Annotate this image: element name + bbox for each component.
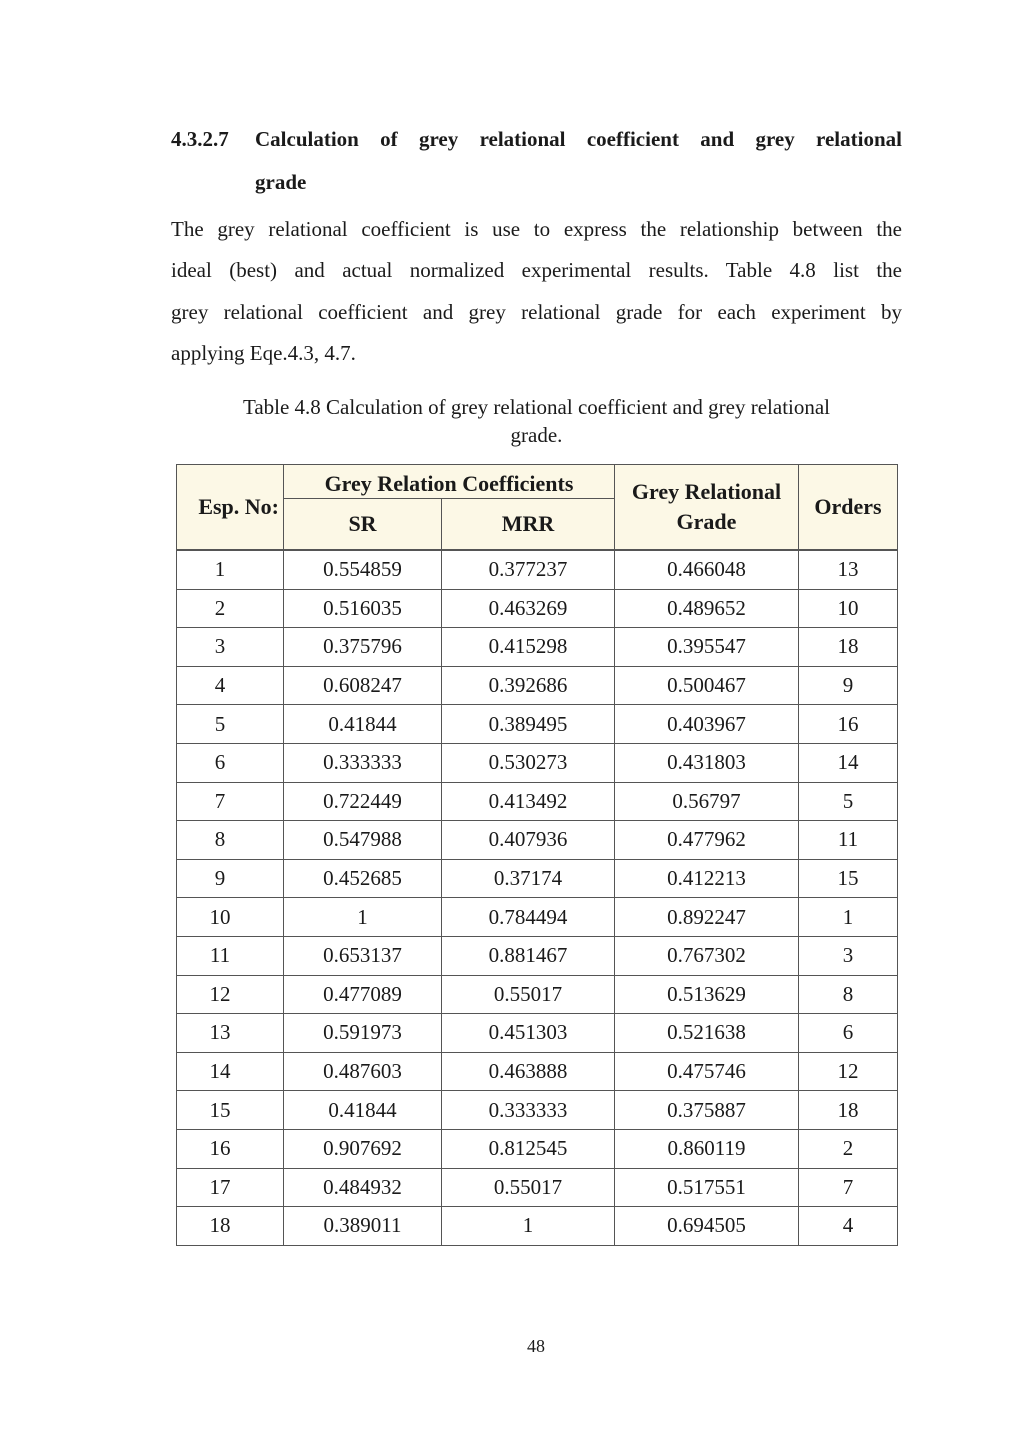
- cell-order: 3: [799, 936, 898, 975]
- cell-sr: 0.653137: [284, 936, 442, 975]
- cell-sr: 0.333333: [284, 743, 442, 782]
- cell-esp-no: 5: [177, 705, 284, 744]
- cell-sr: 0.389011: [284, 1207, 442, 1246]
- header-grey-relational-grade: [615, 465, 799, 551]
- cell-order: 10: [799, 589, 898, 628]
- table-caption-line1: Table 4.8 Calculation of grey relational coefficient and grey relational: [242, 395, 831, 419]
- cell-esp-no: 3: [177, 628, 284, 667]
- cell-grade: 0.513629: [615, 975, 799, 1014]
- cell-grade: 0.412213: [615, 859, 799, 898]
- cell-mrr: 0.530273: [442, 743, 615, 782]
- grey-relational-table: [176, 464, 898, 1246]
- cell-mrr: 0.784494: [442, 898, 615, 937]
- cell-sr: 0.547988: [284, 821, 442, 860]
- cell-esp-no: 1: [177, 550, 284, 589]
- cell-esp-no: 8: [177, 821, 284, 860]
- header-sr: SR: [284, 499, 442, 551]
- header-grey-relation-coefficients: Grey Relation Coefficients: [284, 465, 615, 499]
- cell-mrr: 0.392686: [442, 666, 615, 705]
- header-mrr: MRR: [442, 499, 615, 551]
- cell-grade: 0.892247: [615, 898, 799, 937]
- cell-sr: 0.41844: [284, 1091, 442, 1130]
- cell-esp-no: 16: [177, 1129, 284, 1168]
- cell-sr: 0.608247: [284, 666, 442, 705]
- cell-mrr: 0.333333: [442, 1091, 615, 1130]
- cell-sr: 0.487603: [284, 1052, 442, 1091]
- cell-order: 11: [799, 821, 898, 860]
- table-row: [177, 782, 898, 821]
- table-row: [177, 743, 898, 782]
- cell-esp-no: 12: [177, 975, 284, 1014]
- cell-sr: 0.591973: [284, 1014, 442, 1053]
- cell-sr: 0.722449: [284, 782, 442, 821]
- cell-grade: 0.477962: [615, 821, 799, 860]
- cell-esp-no: 13: [177, 1014, 284, 1053]
- header-esp-no: Esp. No:: [177, 465, 284, 551]
- table-caption-line2: grade.: [510, 423, 563, 447]
- page-number: 48: [527, 1336, 545, 1356]
- cell-order: 6: [799, 1014, 898, 1053]
- table-row: [177, 898, 898, 937]
- paragraph-line: grey relational coefficient and grey relational grade for each experiment by: [171, 299, 902, 324]
- cell-grade: 0.56797: [615, 782, 799, 821]
- cell-order: 15: [799, 859, 898, 898]
- table-row: [177, 821, 898, 860]
- table-row: [177, 550, 898, 589]
- cell-mrr: 0.881467: [442, 936, 615, 975]
- cell-grade: 0.500467: [615, 666, 799, 705]
- cell-sr: 0.452685: [284, 859, 442, 898]
- cell-esp-no: 11: [177, 936, 284, 975]
- cell-mrr: 0.812545: [442, 1129, 615, 1168]
- cell-grade: 0.403967: [615, 705, 799, 744]
- cell-order: 4: [799, 1207, 898, 1246]
- cell-mrr: 0.463888: [442, 1052, 615, 1091]
- table-row: [177, 589, 898, 628]
- cell-order: 9: [799, 666, 898, 705]
- cell-sr: 0.516035: [284, 589, 442, 628]
- cell-order: 1: [799, 898, 898, 937]
- cell-order: 12: [799, 1052, 898, 1091]
- cell-order: 18: [799, 628, 898, 667]
- cell-sr: 0.41844: [284, 705, 442, 744]
- cell-order: 18: [799, 1091, 898, 1130]
- cell-mrr: 0.407936: [442, 821, 615, 860]
- cell-esp-no: 17: [177, 1168, 284, 1207]
- cell-grade: 0.517551: [615, 1168, 799, 1207]
- cell-grade: 0.489652: [615, 589, 799, 628]
- table-row: [177, 705, 898, 744]
- table-row: [177, 1091, 898, 1130]
- table-row: [177, 936, 898, 975]
- cell-grade: 0.521638: [615, 1014, 799, 1053]
- table-row: [177, 1207, 898, 1246]
- cell-mrr: 1: [442, 1207, 615, 1246]
- cell-mrr: 0.55017: [442, 975, 615, 1014]
- cell-grade: 0.431803: [615, 743, 799, 782]
- section-title-line2: grade: [255, 170, 307, 194]
- cell-esp-no: 10: [177, 898, 284, 937]
- table-row: [177, 666, 898, 705]
- cell-grade: 0.375887: [615, 1091, 799, 1130]
- cell-mrr: 0.389495: [442, 705, 615, 744]
- cell-sr: 0.375796: [284, 628, 442, 667]
- section-heading: [171, 118, 902, 204]
- body-paragraph: [171, 209, 902, 374]
- cell-grade: 0.395547: [615, 628, 799, 667]
- cell-mrr: 0.377237: [442, 550, 615, 589]
- header-grade-line1: Grey Relational: [631, 479, 782, 504]
- header-orders: Orders: [799, 465, 898, 551]
- cell-esp-no: 14: [177, 1052, 284, 1091]
- table-row: [177, 859, 898, 898]
- cell-order: 8: [799, 975, 898, 1014]
- table-row: [177, 1014, 898, 1053]
- cell-order: 14: [799, 743, 898, 782]
- cell-order: 7: [799, 1168, 898, 1207]
- table-caption: [171, 393, 902, 449]
- cell-sr: 0.484932: [284, 1168, 442, 1207]
- cell-grade: 0.694505: [615, 1207, 799, 1246]
- cell-mrr: 0.55017: [442, 1168, 615, 1207]
- cell-esp-no: 15: [177, 1091, 284, 1130]
- cell-esp-no: 4: [177, 666, 284, 705]
- cell-grade: 0.767302: [615, 936, 799, 975]
- cell-order: 16: [799, 705, 898, 744]
- cell-order: 13: [799, 550, 898, 589]
- cell-mrr: 0.451303: [442, 1014, 615, 1053]
- cell-esp-no: 7: [177, 782, 284, 821]
- paragraph-line: applying Eqe.4.3, 4.7.: [171, 340, 356, 365]
- section-title-line1: Calculation of grey relational coefficient and grey relational: [255, 127, 902, 151]
- table-row: [177, 1129, 898, 1168]
- cell-mrr: 0.37174: [442, 859, 615, 898]
- cell-esp-no: 18: [177, 1207, 284, 1246]
- table-row: [177, 1168, 898, 1207]
- cell-mrr: 0.463269: [442, 589, 615, 628]
- header-grade-line2: Grade: [676, 509, 737, 534]
- cell-sr: 1: [284, 898, 442, 937]
- section-number: 4.3.2.7: [171, 127, 229, 151]
- cell-grade: 0.475746: [615, 1052, 799, 1091]
- table-row: [177, 628, 898, 667]
- cell-grade: 0.466048: [615, 550, 799, 589]
- table-row: [177, 975, 898, 1014]
- paragraph-line: The grey relational coefficient is use to express the relationship between the: [171, 217, 902, 241]
- cell-mrr: 0.415298: [442, 628, 615, 667]
- cell-esp-no: 9: [177, 859, 284, 898]
- cell-sr: 0.907692: [284, 1129, 442, 1168]
- table-row: [177, 1052, 898, 1091]
- cell-sr: 0.477089: [284, 975, 442, 1014]
- cell-sr: 0.554859: [284, 550, 442, 589]
- cell-grade: 0.860119: [615, 1129, 799, 1168]
- cell-order: 5: [799, 782, 898, 821]
- cell-mrr: 0.413492: [442, 782, 615, 821]
- table-body: [177, 550, 898, 1245]
- paragraph-line: ideal (best) and actual normalized experimental results. Table 4.8 list the: [171, 258, 902, 283]
- cell-esp-no: 6: [177, 743, 284, 782]
- cell-esp-no: 2: [177, 589, 284, 628]
- cell-order: 2: [799, 1129, 898, 1168]
